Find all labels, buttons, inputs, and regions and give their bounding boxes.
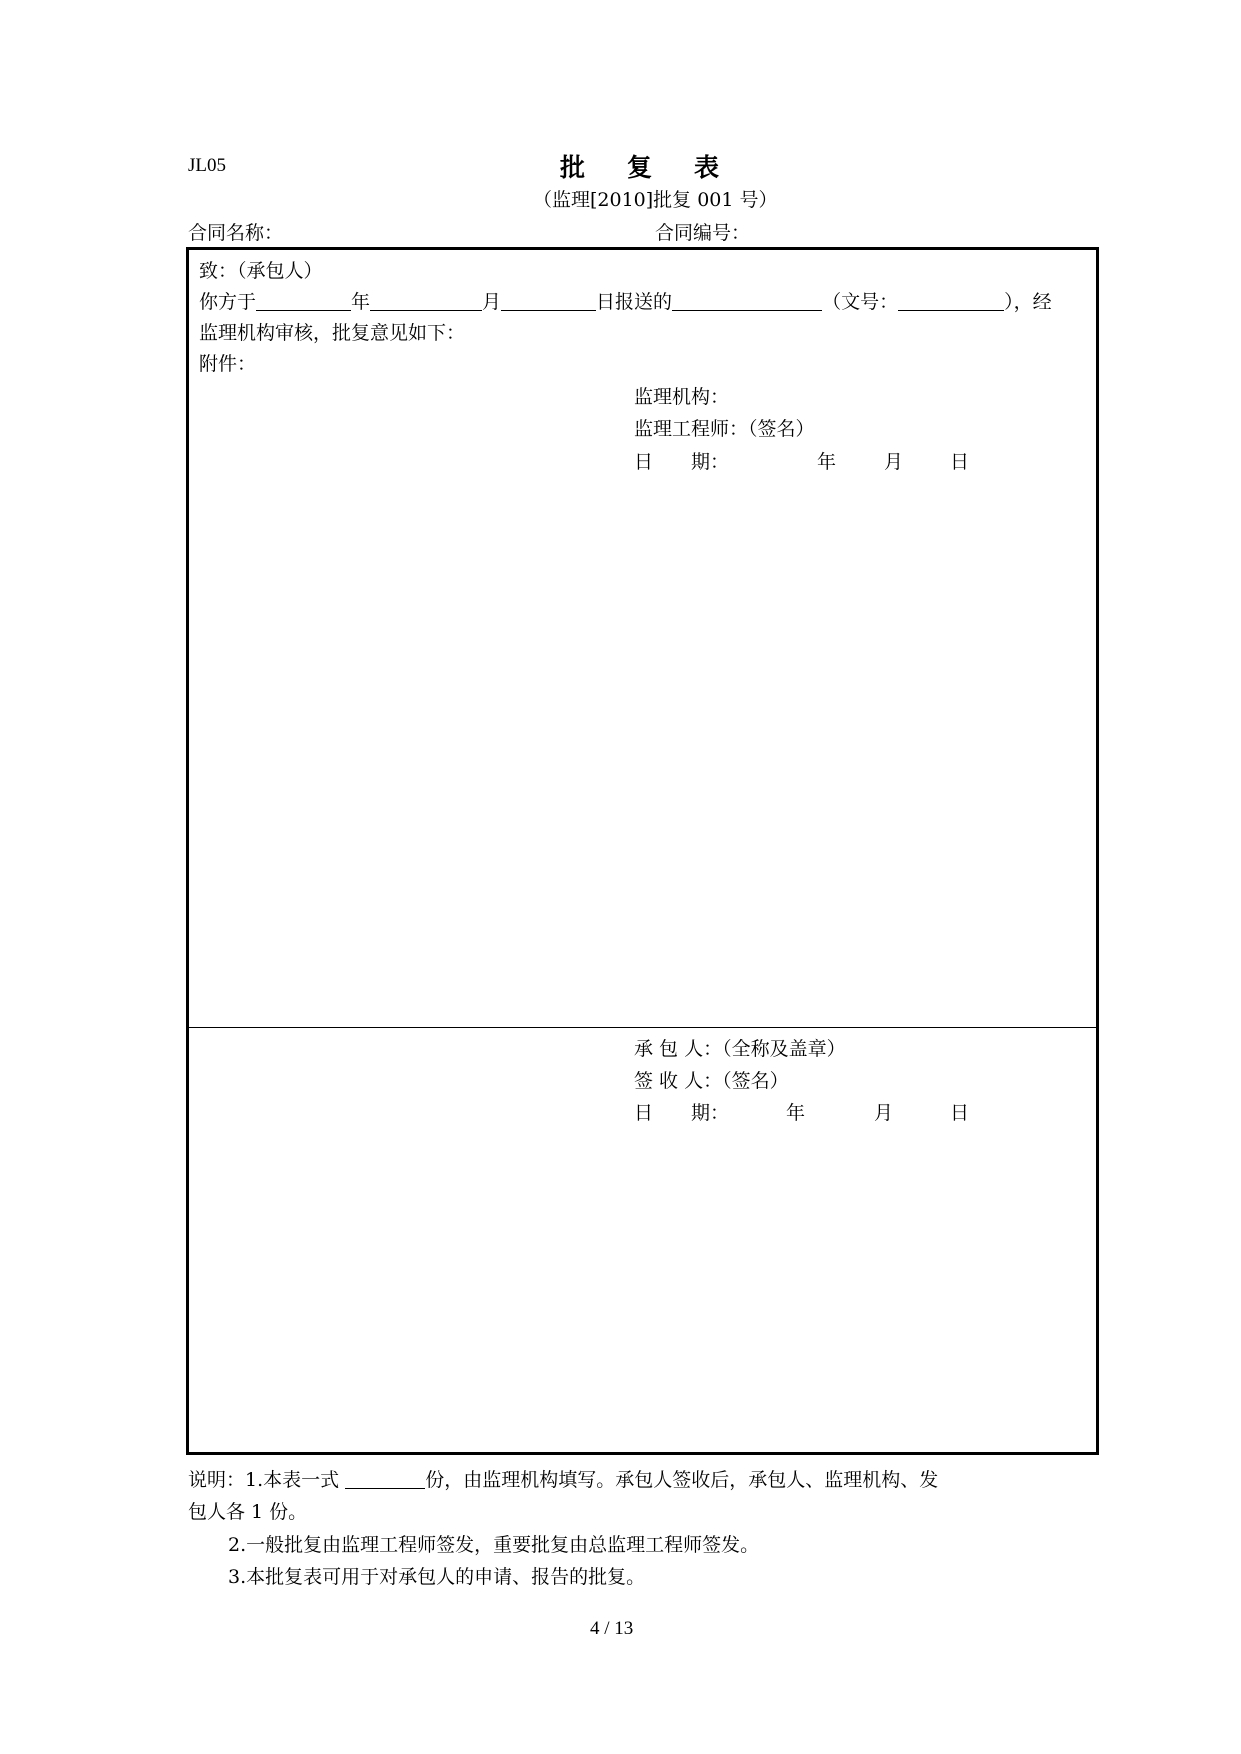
note-1-continued: 包人各 1 份。	[188, 1501, 308, 1523]
review-line: 监理机构审核，批复意见如下：	[199, 322, 466, 344]
note-3: 3.本批复表可用于对承包人的申请、报告的批复。	[228, 1566, 646, 1588]
note-1-prefix: 说明：1.本表一式	[188, 1469, 340, 1491]
note-1	[188, 1465, 938, 1492]
section1-month: 月	[884, 451, 904, 473]
section2-day: 日	[950, 1102, 970, 1124]
docno-close-text: ），经	[1004, 291, 1052, 313]
day-blank[interactable]	[501, 291, 596, 311]
document-blank[interactable]	[672, 291, 822, 311]
supervision-engineer-label: 监理工程师：（签名）	[634, 418, 815, 440]
contract-name-label: 合同名称：	[188, 222, 284, 244]
day-sent-text: 日报送的	[596, 291, 673, 313]
section1-day: 日	[950, 451, 970, 473]
note-1-text: 份，由监理机构填写。承包人签收后，承包人、监理机构、发	[425, 1469, 939, 1491]
document-number: （监理[2010]批复 001 号）	[533, 189, 778, 211]
copies-blank[interactable]	[345, 1469, 425, 1489]
page-title: 批复表	[560, 153, 762, 182]
submission-line	[199, 287, 1052, 314]
section2-date-label: 日 期：	[634, 1102, 730, 1124]
section2-year: 年	[786, 1102, 806, 1124]
contractor-label: 承 包 人：（全称及盖章）	[634, 1038, 846, 1060]
month-blank[interactable]	[370, 291, 482, 311]
section-divider	[186, 1027, 1099, 1028]
month-text: 月	[482, 291, 502, 313]
section2-month: 月	[874, 1102, 894, 1124]
page-number: 4 / 13	[590, 1618, 634, 1639]
docno-open-text: （文号：	[822, 291, 899, 313]
section1-year: 年	[817, 451, 837, 473]
contract-number-label: 合同编号：	[655, 222, 751, 244]
year-text: 年	[351, 291, 371, 313]
receiver-label: 签 收 人：（签名）	[634, 1070, 789, 1092]
supervision-org-label: 监理机构：	[634, 386, 730, 408]
year-blank[interactable]	[256, 291, 351, 311]
to-contractor-line: 致：（承包人）	[199, 260, 323, 282]
attachment-label: 附件：	[199, 353, 257, 375]
docno-blank[interactable]	[898, 291, 1004, 311]
note-2: 2.一般批复由监理工程师签发，重要批复由总监理工程师签发。	[228, 1534, 760, 1556]
submission-prefix: 你方于	[199, 291, 257, 313]
form-code: JL05	[188, 155, 226, 176]
section1-date-label: 日 期：	[634, 451, 730, 473]
